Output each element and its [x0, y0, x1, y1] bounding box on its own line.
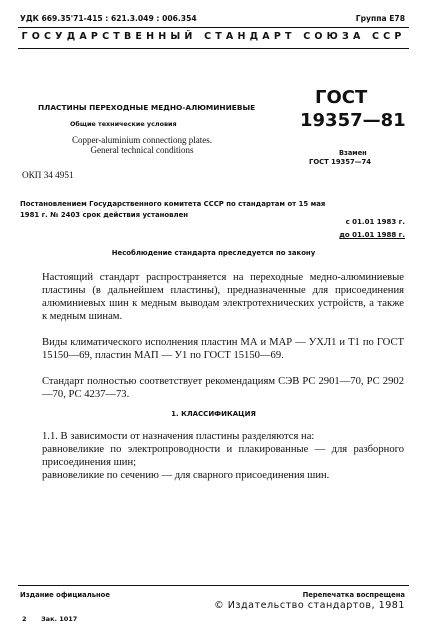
document-subtitle: Общие технические условия	[70, 120, 177, 128]
english-title	[72, 135, 212, 155]
order-number: Зак. 1017	[41, 615, 78, 623]
paragraph-climatic: Виды климатического исполнения пластин МА и МАР — УХЛ1 и Т1 по ГОСТ 15150—69, пластин МАП — У1 по ГОСТ 15150—69.	[42, 337, 404, 361]
paragraph-compliance: Стандарт полностью соответствует рекомендациям СЭВ РС 2901—70, РС 2902—70, РС 4237—73.	[42, 376, 404, 400]
state-standard-banner: ГОСУДАРСТВЕННЫЙ СТАНДАРТ СОЮЗА ССР	[21, 31, 406, 42]
header-rule-bottom	[18, 48, 409, 49]
replaces-standard: ГОСТ 19357—74	[309, 158, 372, 166]
clause-1-1-item-a: равновеликие по электропроводности и плакированные — для разборного присоединения шин;	[42, 444, 404, 468]
decree-text	[20, 199, 325, 221]
footer-rule	[18, 585, 409, 586]
gost-number: 19357—81	[300, 110, 406, 131]
english-title-line-2: General technical conditions	[90, 145, 194, 155]
valid-to-date: до 01.01 1988 г.	[339, 231, 405, 239]
document-title: ПЛАСТИНЫ ПЕРЕХОДНЫЕ МЕДНО-АЛЮМИНИЕВЫЕ	[38, 103, 256, 112]
page-number: 2	[22, 615, 27, 623]
english-title-line-1: Copper-aluminium connectiong plates.	[72, 135, 213, 145]
group-code: Группа Е78	[355, 14, 405, 23]
section-heading: 1. КЛАССИФИКАЦИЯ	[171, 410, 256, 418]
copyright-line: © Издательство стандартов, 1981	[214, 600, 405, 611]
clause-1-1: 1.1. В зависимости от назначения пластины разделяются на:	[42, 431, 315, 442]
official-edition: Издание официальное	[20, 591, 110, 599]
violation-notice: Несоблюдение стандарта преследуется по закону	[111, 249, 316, 257]
valid-from-date: с 01.01 1983 г.	[345, 218, 405, 226]
reprint-notice: Перепечатка воспрещена	[302, 591, 405, 599]
clause-1-1-item-b: равновеликие по сечению — для сварного присоединения шин.	[42, 470, 330, 481]
replaces-label: Взамен	[339, 149, 367, 157]
decree-line-2: 1981 г. № 2403 срок действия установлен	[20, 211, 188, 219]
header-rule-top	[18, 27, 409, 28]
gost-label: ГОСТ	[315, 87, 368, 108]
decree-line-1: Постановлением Государственного комитета СССР по стандартам от 15 мая	[20, 200, 326, 208]
paragraph-scope: Настоящий стандарт распространяется на переходные медно-алюминиевые пластины (в дальнейшем пластины), предназначенные для присоединения алюминиевых шин к медным выводам электротехнических устройств, а также к медным шинам.	[42, 272, 404, 322]
okp-code: ОКП 34 4951	[22, 170, 74, 180]
udk-code: УДК 669.35'71-415 : 621.3.049 : 006.354	[20, 14, 197, 23]
page-footer-info	[22, 615, 77, 623]
